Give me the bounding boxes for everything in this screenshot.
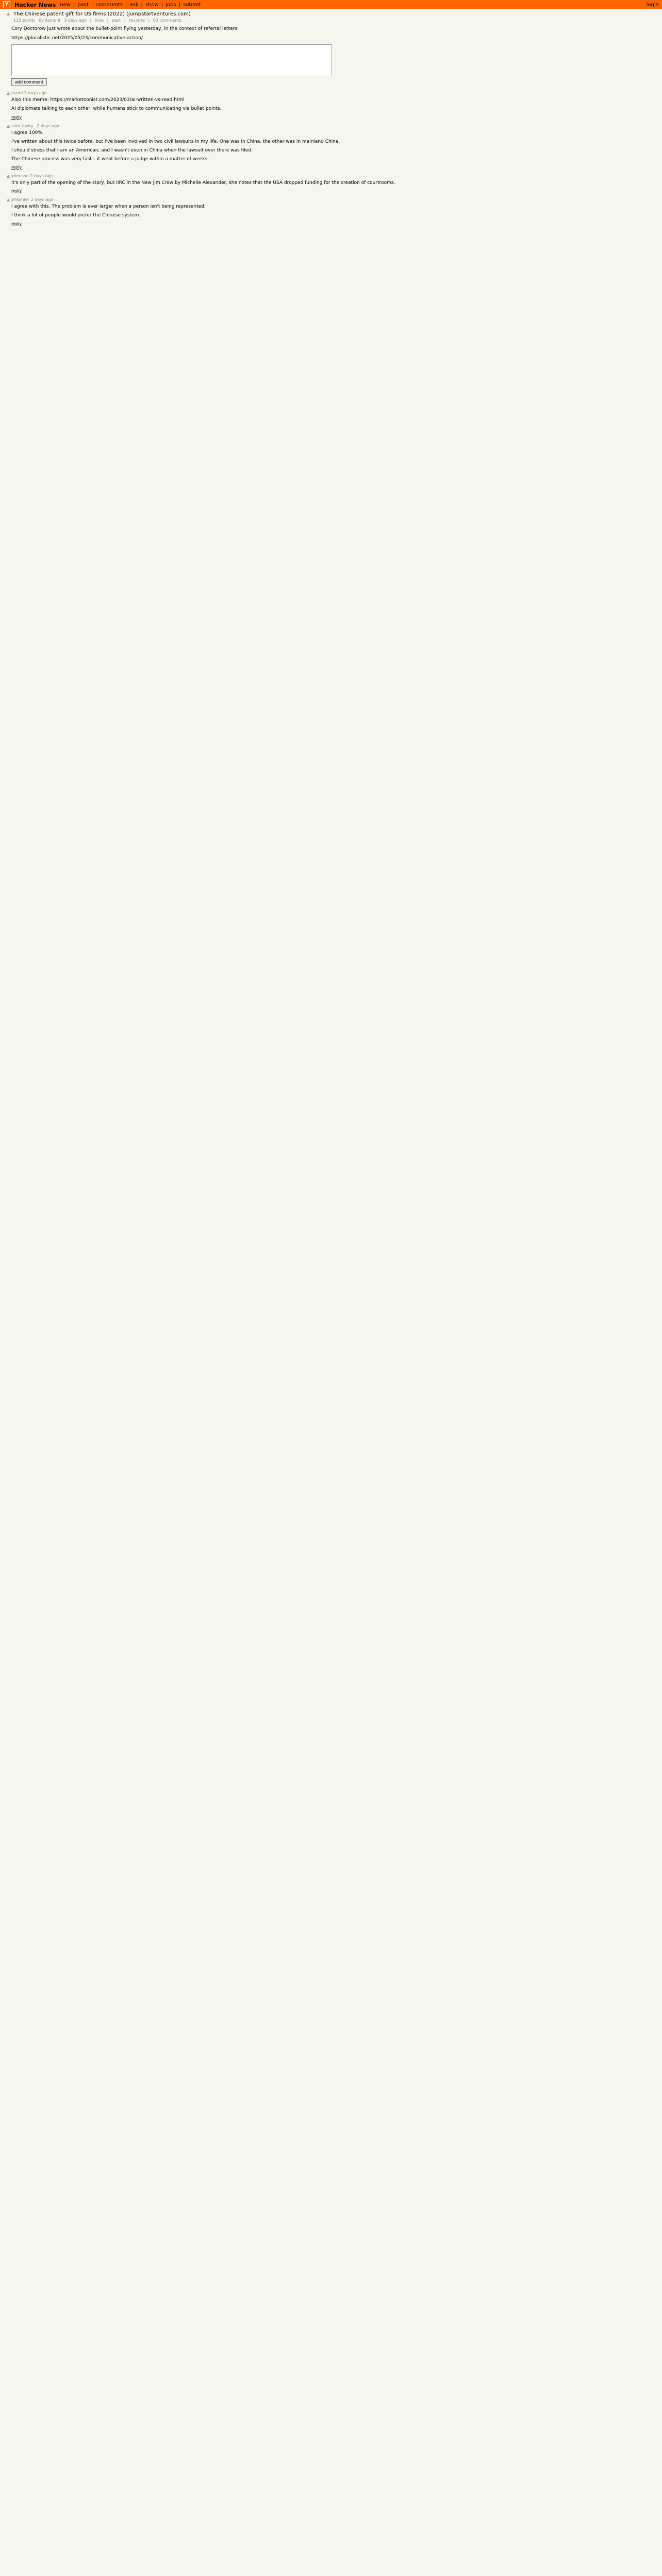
story-author[interactable]: by ilamont — [38, 18, 61, 23]
comment-textarea[interactable] — [11, 44, 332, 76]
comment-thread — [5, 91, 657, 226]
upvote-arrow-icon[interactable]: ▲ — [6, 174, 10, 179]
comment-meta — [11, 124, 657, 128]
comment-text — [11, 130, 657, 163]
comment-paragraph: It's only part of the opening of the story, but IIRC in the New Jim Crow by Michelle Alexander, she notes that the USA dropped funding for the creation of courtrooms. — [11, 180, 395, 186]
nav-show[interactable]: show — [145, 2, 159, 8]
comment — [5, 174, 657, 193]
comment-user[interactable]: phkahler — [11, 197, 30, 202]
reply-link[interactable]: reply — [11, 189, 22, 194]
comment-text — [11, 97, 657, 112]
comment-paragraph: I should stress that I am an American, and I wasn't even in China when the lawsuit over there was filed. — [11, 147, 253, 153]
comment — [5, 124, 657, 170]
comment-paragraph: I think a lot of people would prefer the Chinese system. — [11, 213, 141, 218]
comment — [5, 197, 657, 226]
upvote-arrow-icon[interactable]: ▲ — [6, 197, 10, 202]
comment-meta — [11, 174, 657, 178]
comment-paragraph: I agree with this. The problem is ever larger when a person isn't being represented. — [11, 204, 206, 210]
comment-meta — [11, 197, 657, 202]
comment-meta — [11, 91, 657, 95]
nav-jobs[interactable]: jobs — [166, 2, 176, 8]
add-comment-button[interactable]: add comment — [11, 78, 47, 86]
upvote-arrow-icon[interactable]: ▲ — [6, 123, 10, 128]
upvote-arrow-icon[interactable]: ▲ — [6, 11, 10, 16]
comment-user[interactable]: jeand — [11, 91, 23, 96]
comment-age[interactable]: 3 days ago — [24, 91, 47, 96]
story-link[interactable]: https://pluralistic.net/2025/05/23/communicative-action/ — [11, 36, 143, 41]
nav-ask[interactable]: ask — [129, 2, 139, 8]
story-title[interactable]: The Chinese patent gift for US firms (2022) (jumpstartventures.com) — [13, 11, 191, 17]
story-age[interactable]: 3 days ago — [64, 18, 87, 23]
nav-submit[interactable]: submit — [183, 2, 201, 8]
comment-user[interactable]: kbenson — [11, 174, 29, 179]
story-text — [11, 26, 331, 41]
y-logo[interactable]: Y — [3, 1, 10, 8]
story-subline: 115 points by ilamont 3 days ago | hide | past | favorite | 63 comments — [13, 18, 181, 23]
top-bar — [0, 0, 662, 9]
story-points: 115 points — [13, 18, 36, 23]
comment-user[interactable]: sam_lowry_ — [11, 123, 36, 128]
story-hide[interactable]: hide — [94, 18, 104, 23]
comment-paragraph: AI diplomats talking to each other, while humans stick to communicating via bullet points. — [11, 106, 222, 112]
story-comments-count[interactable]: 63 comments — [153, 18, 181, 23]
story-favorite[interactable]: favorite — [129, 18, 145, 23]
comment-age[interactable]: 2 days ago — [30, 197, 54, 202]
site-title[interactable]: Hacker News — [14, 1, 56, 8]
comment-paragraph: The Chinese process was very fast – it went before a judge within a matter of weeks. — [11, 156, 209, 162]
top-nav: new | past | comments | ask | show | jobs | submit — [60, 2, 201, 8]
comment-paragraph: Also this meme: https://marketoonist.com/2023/03/ai-written-vs-read.html — [11, 97, 185, 103]
reply-link[interactable]: reply — [11, 221, 22, 226]
comment-paragraph: I've written about this twice before, but I've been involved in two civil lawsuits in my life. One was in China, the other was in mainland China. — [11, 139, 340, 144]
comment-age[interactable]: 2 days ago — [30, 174, 53, 179]
reply-link[interactable]: reply — [11, 114, 22, 120]
comment-paragraph: I agree 100%. — [11, 130, 44, 135]
nav-comments[interactable]: comments — [95, 2, 123, 8]
story-header — [5, 11, 657, 23]
comment-text — [11, 204, 657, 218]
nav-past[interactable]: past — [77, 2, 89, 8]
story-past[interactable]: past — [111, 18, 121, 23]
comment-age[interactable]: 2 days ago — [37, 123, 60, 128]
nav-new[interactable]: new — [60, 2, 71, 8]
login-link[interactable]: login — [646, 2, 659, 8]
story-paragraph: Cory Doctorow just wrote about the bullet-point flying yesterday, in the context of referral letters: — [11, 26, 239, 31]
reply-link[interactable]: reply — [11, 165, 22, 170]
comment — [5, 91, 657, 119]
upvote-arrow-icon[interactable]: ▲ — [6, 91, 10, 96]
comment-text — [11, 180, 657, 186]
page — [0, 9, 662, 232]
